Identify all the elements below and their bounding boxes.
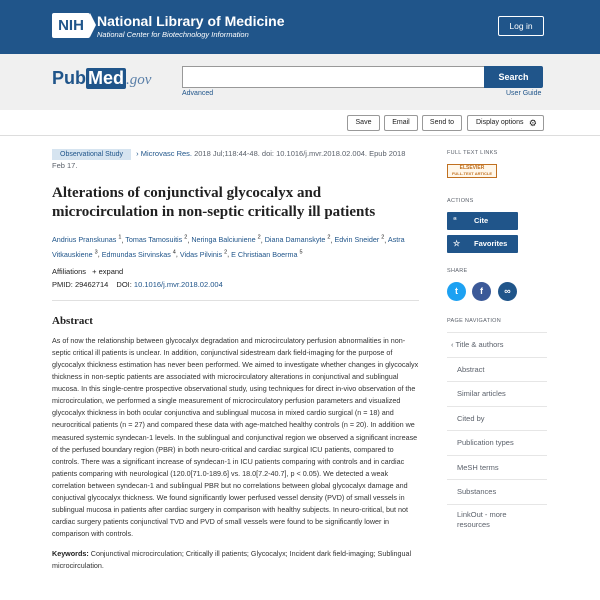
section-divider [52,300,419,301]
nav-item[interactable] [447,406,547,431]
cite-button[interactable] [447,212,518,230]
nav-item[interactable] [447,357,547,382]
nav-item-label: MeSH terms [457,462,499,472]
affiliation-number: 2 [327,235,331,241]
nav-item[interactable] [447,455,547,480]
share-buttons [447,282,547,302]
chevron-right-icon: › [136,149,139,158]
author-separator: , [121,235,126,245]
favorites-label: Favorites [474,239,508,248]
pubmed-logo[interactable] [52,68,151,89]
affiliation-number: 2 [381,235,385,241]
nav-item[interactable] [447,504,547,529]
author-separator: , [97,249,102,259]
author-separator: , [260,235,265,245]
pmid-value: 29462714 [74,279,109,289]
send-to-button[interactable]: Send to [422,115,462,131]
author-link[interactable]: Astra Vitkauskiene $^3$ [52,235,405,259]
article-citation [52,148,419,172]
author-link[interactable]: Andrius Pranskunas $^1$ [52,235,122,245]
site-title[interactable]: National Library of Medicine [97,13,285,29]
journal-link[interactable]: Microvasc Res. [140,149,192,158]
page-navigation [447,332,547,528]
nav-item-label: Cited by [457,413,485,423]
full-text-links-heading: FULL TEXT LINKS [447,150,498,156]
author-separator: , [175,249,180,259]
search-button[interactable]: Search [484,66,543,88]
nav-item-label: Title & authors [455,340,504,349]
search-input[interactable] [182,66,485,88]
expand-affiliations[interactable] [92,267,123,276]
keywords-text: Conjunctival microcirculation; Critically ill patients; Glycocalyx; Incident dark field-imaging; Sublingual microcirculation. [52,549,412,571]
star-icon: ☆ [453,239,461,248]
search-band [0,54,600,110]
affiliations-label: Affiliations [52,266,87,276]
affiliation-number: 2 [224,249,228,256]
pubmed-logo-gov: .gov [126,72,152,88]
keywords [52,548,419,572]
elsevier-logo-sub: FULL-TEXT ARTICLE [451,171,493,176]
elsevier-logo-text: ELSEVIER [459,165,485,171]
citation-text: 2018 Jul;118:44-48. doi: 10.1016/j.mvr.2018.02.004. [194,149,368,158]
nav-item[interactable] [447,381,547,406]
login-button[interactable]: Log in [498,16,544,36]
expand-label: expand [98,266,124,276]
author-link[interactable]: Edvin Sneider $^2$ [334,235,385,245]
affiliation-number: 4 [172,249,176,256]
pubmed-logo-med: Med [88,68,124,88]
chevron-left-icon: ‹ [451,340,456,349]
favorites-button[interactable] [447,235,518,253]
nav-item-label: Similar articles [457,389,506,398]
article-toolbar [0,110,600,136]
nav-item[interactable] [447,332,547,357]
advanced-search-link[interactable]: Advanced [182,90,214,97]
site-subtitle: National Center for Biotechnology Information [97,30,249,39]
nav-item-label: LinkOut - more resources [457,509,507,529]
nav-item[interactable] [447,479,547,504]
doi-label: DOI: [116,279,132,289]
author-list [52,232,419,261]
pubmed-logo-pub: Pub [52,68,86,88]
twitter-icon[interactable]: t [447,282,466,301]
facebook-icon[interactable]: f [472,282,491,301]
share-heading: SHARE [447,268,468,274]
cite-label: Cite [474,216,489,225]
epub-date: Epub 2018 Feb 17. [52,149,406,170]
display-options-button[interactable] [467,115,544,131]
publication-type-badge[interactable]: Observational Study [52,149,131,160]
identifiers-row [52,280,419,289]
affiliations-row [52,267,419,276]
author-link[interactable]: Diana Damanskyte $^2$ [264,235,331,245]
affiliation-number: 2 [184,235,188,241]
abstract-heading: Abstract [52,314,93,327]
nav-item-label: Abstract [457,364,485,374]
author-link[interactable]: Vidas Pilvinis $^2$ [179,249,228,259]
quote-icon: “ [453,216,457,225]
author-separator: , [384,235,388,245]
author-link[interactable]: Neringa Balciuniene $^2$ [191,235,261,245]
elsevier-link[interactable] [447,164,497,178]
permalink-icon[interactable]: ∞ [498,282,517,301]
actions-heading: ACTIONS [447,198,474,204]
keywords-label: Keywords: [52,549,89,559]
sidebar [447,150,547,528]
author-separator: , [187,235,192,245]
affiliation-number: 2 [257,235,261,241]
gear-icon: ⚙ [528,118,537,128]
pmid-label: PMID: [52,279,73,289]
email-button[interactable]: Email [384,115,418,131]
nav-item-label: Publication types [457,438,514,447]
abstract-text: As of now the relationship between glycocalyx degradation and microcirculatory perfusion abnormalities in non-septic critical ill patients is unclear. In addition, conjunctival sidestream dark field-imaging for the purpose of glycocalyx thickness estimation has never been performed. We aimed to investigate whether changes in glycocalyx thickness in non-septic patients are associated with microcirculatory alterations in conjunctival and sublingual mucosa. In this single-centre prospective observational study, using techniques for direct in-vivo observation of the microcirculation, we performed a single measurement of microcirculatory perfusion parameters and visualized glycocalyx thickness in both ocular conjunctiva and sublingual mucosa in mixed cardio surgical (n = 18) and neurocritical patients (n = 27) and compared these data with age-matched healthy controls (n = 20). In addition we measured systemic syndecan-1 levels. In the sublingual and conjunctival region we observed a significant increase of the perfused boundary region (PBR) in both neuro-critical and cardiac surgical ICU patients, compared to controls. There was a significant increase of syndecan-1 in ICU patients comparing with controls and in cardiac patients comparing with neurological (120.0[71.0-189.6] vs. 18.0[7.2-40.7], p < 0.05). We detected a weak correlation between syndecan-1 and sublingual PBR but no correlations between global glycocalyx damage and conjuctival glycocalyx thickness. We found significantly lower perfused vessel density (PVD) of small vessels in sublingual mucosa in patients after cardiac surgery in comparison with healthy subjects. In neuro-critical, but not cardiac surgery patients conjunctival TVD and PVD of small vessels were found to be significantly lower in comparison with controls. [52,335,419,539]
affiliation-number: 1 [118,235,122,241]
article-main [52,148,419,572]
page-navigation-heading: PAGE NAVIGATION [447,318,502,324]
save-button[interactable]: Save [347,115,380,131]
affiliation-number: 3 [94,249,98,256]
author-link[interactable]: Tomas Tamosuitis $^2$ [125,235,188,245]
author-link[interactable]: Edmundas Sirvinskas $^4$ [101,249,176,259]
author-separator: , [227,249,232,259]
nih-header [0,0,600,54]
author-link[interactable]: E Christiaan Boerma $^5$ [231,249,303,259]
plus-icon: + [92,266,97,276]
nav-item[interactable] [447,430,547,455]
nav-item-label: Substances [457,487,497,496]
nih-logo[interactable]: NIH [52,13,90,38]
display-options-label: Display options [476,119,524,126]
user-guide-link[interactable]: User Guide [506,90,542,97]
article-title: Alterations of conjunctival glycocalyx and microcirculation in non-septic critically ill patients [52,185,376,220]
doi-link[interactable]: 10.1016/j.mvr.2018.02.004 [133,279,223,289]
author-separator: , [330,235,335,245]
affiliation-number: 5 [299,249,303,256]
